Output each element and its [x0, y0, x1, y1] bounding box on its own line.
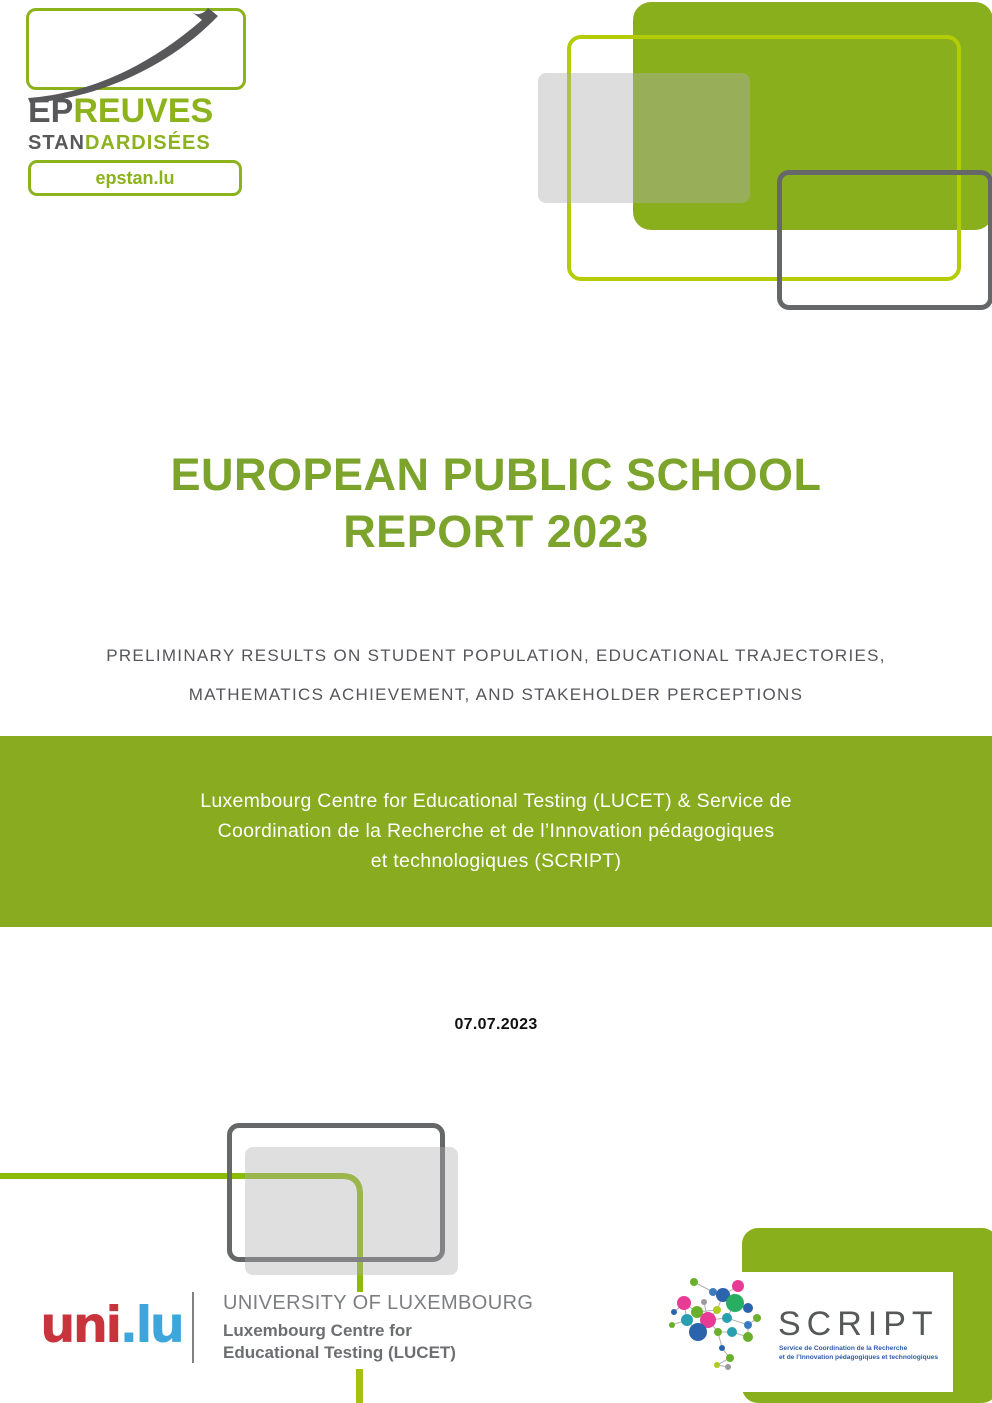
script-subtitle: [779, 1345, 938, 1362]
epstan-dardisees: DARDISÉES: [84, 132, 211, 154]
script-network-icon: [660, 1268, 770, 1390]
university-department: [223, 1320, 456, 1364]
authors-band-line2: Coordination de la Recherche et de l’Innovation pédagogiques: [217, 820, 775, 842]
script-wordmark: SCRIPT: [778, 1305, 939, 1343]
authors-band-line3: et technologiques (SCRIPT): [370, 850, 622, 872]
university-department-line1: Luxembourg Centre for: [223, 1321, 412, 1340]
report-subtitle-line2: MATHEMATICS ACHIEVEMENT, AND STAKEHOLDER PERCEPTIONS: [188, 685, 804, 704]
decor-green-line-segment: [356, 1369, 363, 1403]
script-subtitle-line2: et de l’Innovation pédagogiques et technologiques: [779, 1353, 938, 1361]
authors-band-line1: Luxembourg Centre for Educational Testing (LUCET) & Service de: [200, 790, 792, 812]
unilu-uni: uni: [40, 1296, 120, 1354]
unilu-logo: [40, 1296, 182, 1354]
script-subtitle-line1: Service de Coordination de la Recherche: [779, 1345, 908, 1352]
epstan-swoosh-icon: [22, 2, 248, 106]
authors-band-text: [0, 786, 992, 876]
report-subtitle: [0, 636, 992, 714]
epstan-url: epstan.lu: [95, 167, 175, 188]
university-name: UNIVERSITY OF LUXEMBOURG: [223, 1292, 534, 1314]
epstan-reuves: REUVES: [73, 92, 214, 130]
report-title-line2: REPORT 2023: [343, 506, 649, 557]
decor-gray-translucent-rect: [538, 73, 750, 203]
logo-divider-line: [192, 1292, 194, 1363]
epstan-wordmark-line1: [28, 92, 213, 131]
epstan-url-frame: [28, 160, 242, 196]
epstan-stan: STAN: [28, 132, 85, 154]
unilu-lu: .lu: [119, 1296, 183, 1354]
report-date: 07.07.2023: [454, 1016, 538, 1033]
report-subtitle-line1: PRELIMINARY RESULTS ON STUDENT POPULATION, EDUCATIONAL TRAJECTORIES,: [106, 646, 886, 665]
decor-dark-outline-rect: [777, 170, 992, 310]
authors-band: [0, 736, 992, 927]
report-title-line1: EUROPEAN PUBLIC SCHOOL: [170, 449, 822, 500]
epstan-logo: [26, 8, 242, 192]
epstan-wordmark-line2: [28, 132, 211, 155]
report-title: [0, 446, 992, 560]
decor-gray-translucent-rect-bottom: [245, 1147, 458, 1275]
epstan-ep: EP: [28, 92, 74, 130]
university-department-line2: Educational Testing (LUCET): [223, 1343, 456, 1362]
